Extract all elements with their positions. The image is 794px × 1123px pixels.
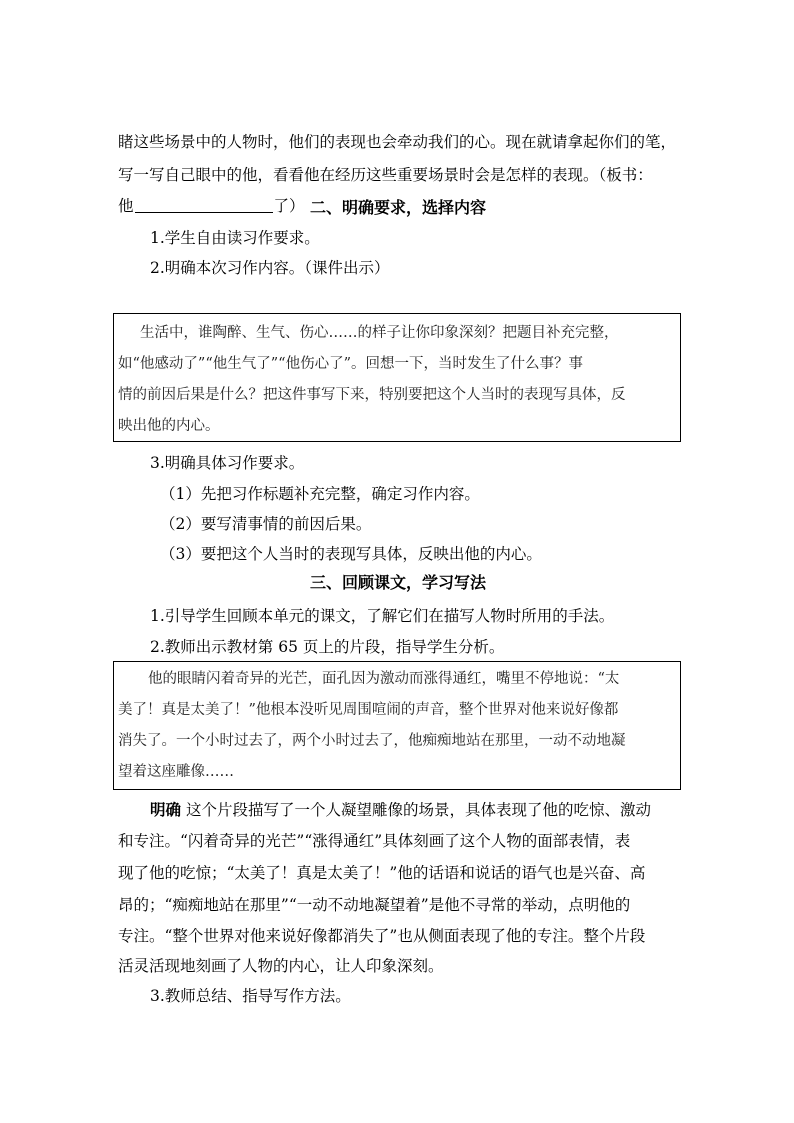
intro-line-2: 写一写自己眼中的他，看看他在经历这些重要场景时会是怎样的表现。（板书： — [118, 166, 653, 184]
analysis-line-6: 活灵活现地刻画了人物的内心，让人印象深刻。 — [118, 957, 444, 975]
analysis-line-1 — [150, 793, 690, 827]
intro-line-1: 睹这些场景中的人物时，他们的表现也会牵动我们的心。现在就请拿起你们的笔， — [118, 133, 677, 151]
analysis-label: 明确 — [150, 800, 182, 819]
analysis-line-2: 和专注。“闪着奇异的光芒”“涨得通红”具体刻画了这个人物的面部表情，表 — [118, 832, 631, 850]
analysis-line-5: 专注。“整个世界对他来说好像都消失了”也从侧面表现了他的专注。整个片段 — [118, 927, 646, 945]
excerpt-box-line-2: 美了！真是太美了！”他根本没听见周围喧闹的声音，整个世界对他来说好像都 — [118, 702, 619, 718]
requirement-box-line-1: 生活中，谁陶醉、生气、伤心……的样子让你印象深刻？把题目补充完整， — [140, 325, 619, 341]
section-2-sub-1: （1）先把习作标题补充完整，确定习作内容。 — [160, 485, 480, 503]
intro-line-3-prefix: 他 — [118, 197, 134, 215]
section-2-sub-3: （3）要把这个人当时的表现写具体，反映出他的内心。 — [160, 545, 542, 563]
requirement-box-line-3: 情的前因后果是什么？把这件事写下来，特别要把这个人当时的表现写具体，反 — [118, 387, 626, 403]
section-3-heading: 三、回顾课文，学习写法 — [309, 573, 486, 592]
section-3-item-2: 2.教师出示教材第 65 页上的片段，指导学生分析。 — [150, 638, 505, 656]
requirement-box-line-4: 映出他的内心。 — [118, 418, 220, 434]
excerpt-box-line-4: 望着这座雕像…… — [118, 764, 234, 780]
section-3-item-1: 1.引导学生回顾本单元的课文，了解它们在描写人物时所用的手法。 — [150, 607, 615, 625]
analysis-line-3: 现了他的吃惊；“太美了！真是太美了！”他的话语和说话的语气也是兴奋、高 — [118, 864, 646, 882]
section-3-item-3: 3.教师总结、指导写作方法。 — [150, 987, 351, 1005]
section-2-item-1: 1.学生自由读习作要求。 — [150, 229, 320, 247]
analysis-line-1-text: 这个片段描写了一个人凝望雕像的场景，具体表现了他的吃惊、激动 — [181, 801, 651, 819]
section-2-heading: 二、明确要求，选择内容 — [309, 198, 486, 217]
excerpt-box-line-1: 他的眼睛闪着奇异的光芒，面孔因为激动而涨得通红，嘴里不停地说：“太 — [148, 671, 620, 687]
intro-line-3-suffix: 了） — [273, 197, 305, 215]
section-2-item-3: 3.明确具体习作要求。 — [150, 454, 305, 472]
section-2-item-2: 2.明确本次习作内容。（课件出示） — [150, 259, 390, 277]
section-2-sub-2: （2）要写清事情的前因后果。 — [160, 515, 372, 533]
requirement-box-line-2: 如“他感动了”“他生气了”“他伤心了”。回想一下，当时发生了什么事？事 — [118, 356, 583, 372]
excerpt-box-line-3: 消失了。一个小时过去了，两个小时过去了，他痴痴地站在那里，一动不动地凝 — [118, 733, 626, 749]
analysis-line-4: 昂的；“痴痴地站在那里”“一动不动地凝望着”是他不寻常的举动，点明他的 — [118, 896, 631, 914]
